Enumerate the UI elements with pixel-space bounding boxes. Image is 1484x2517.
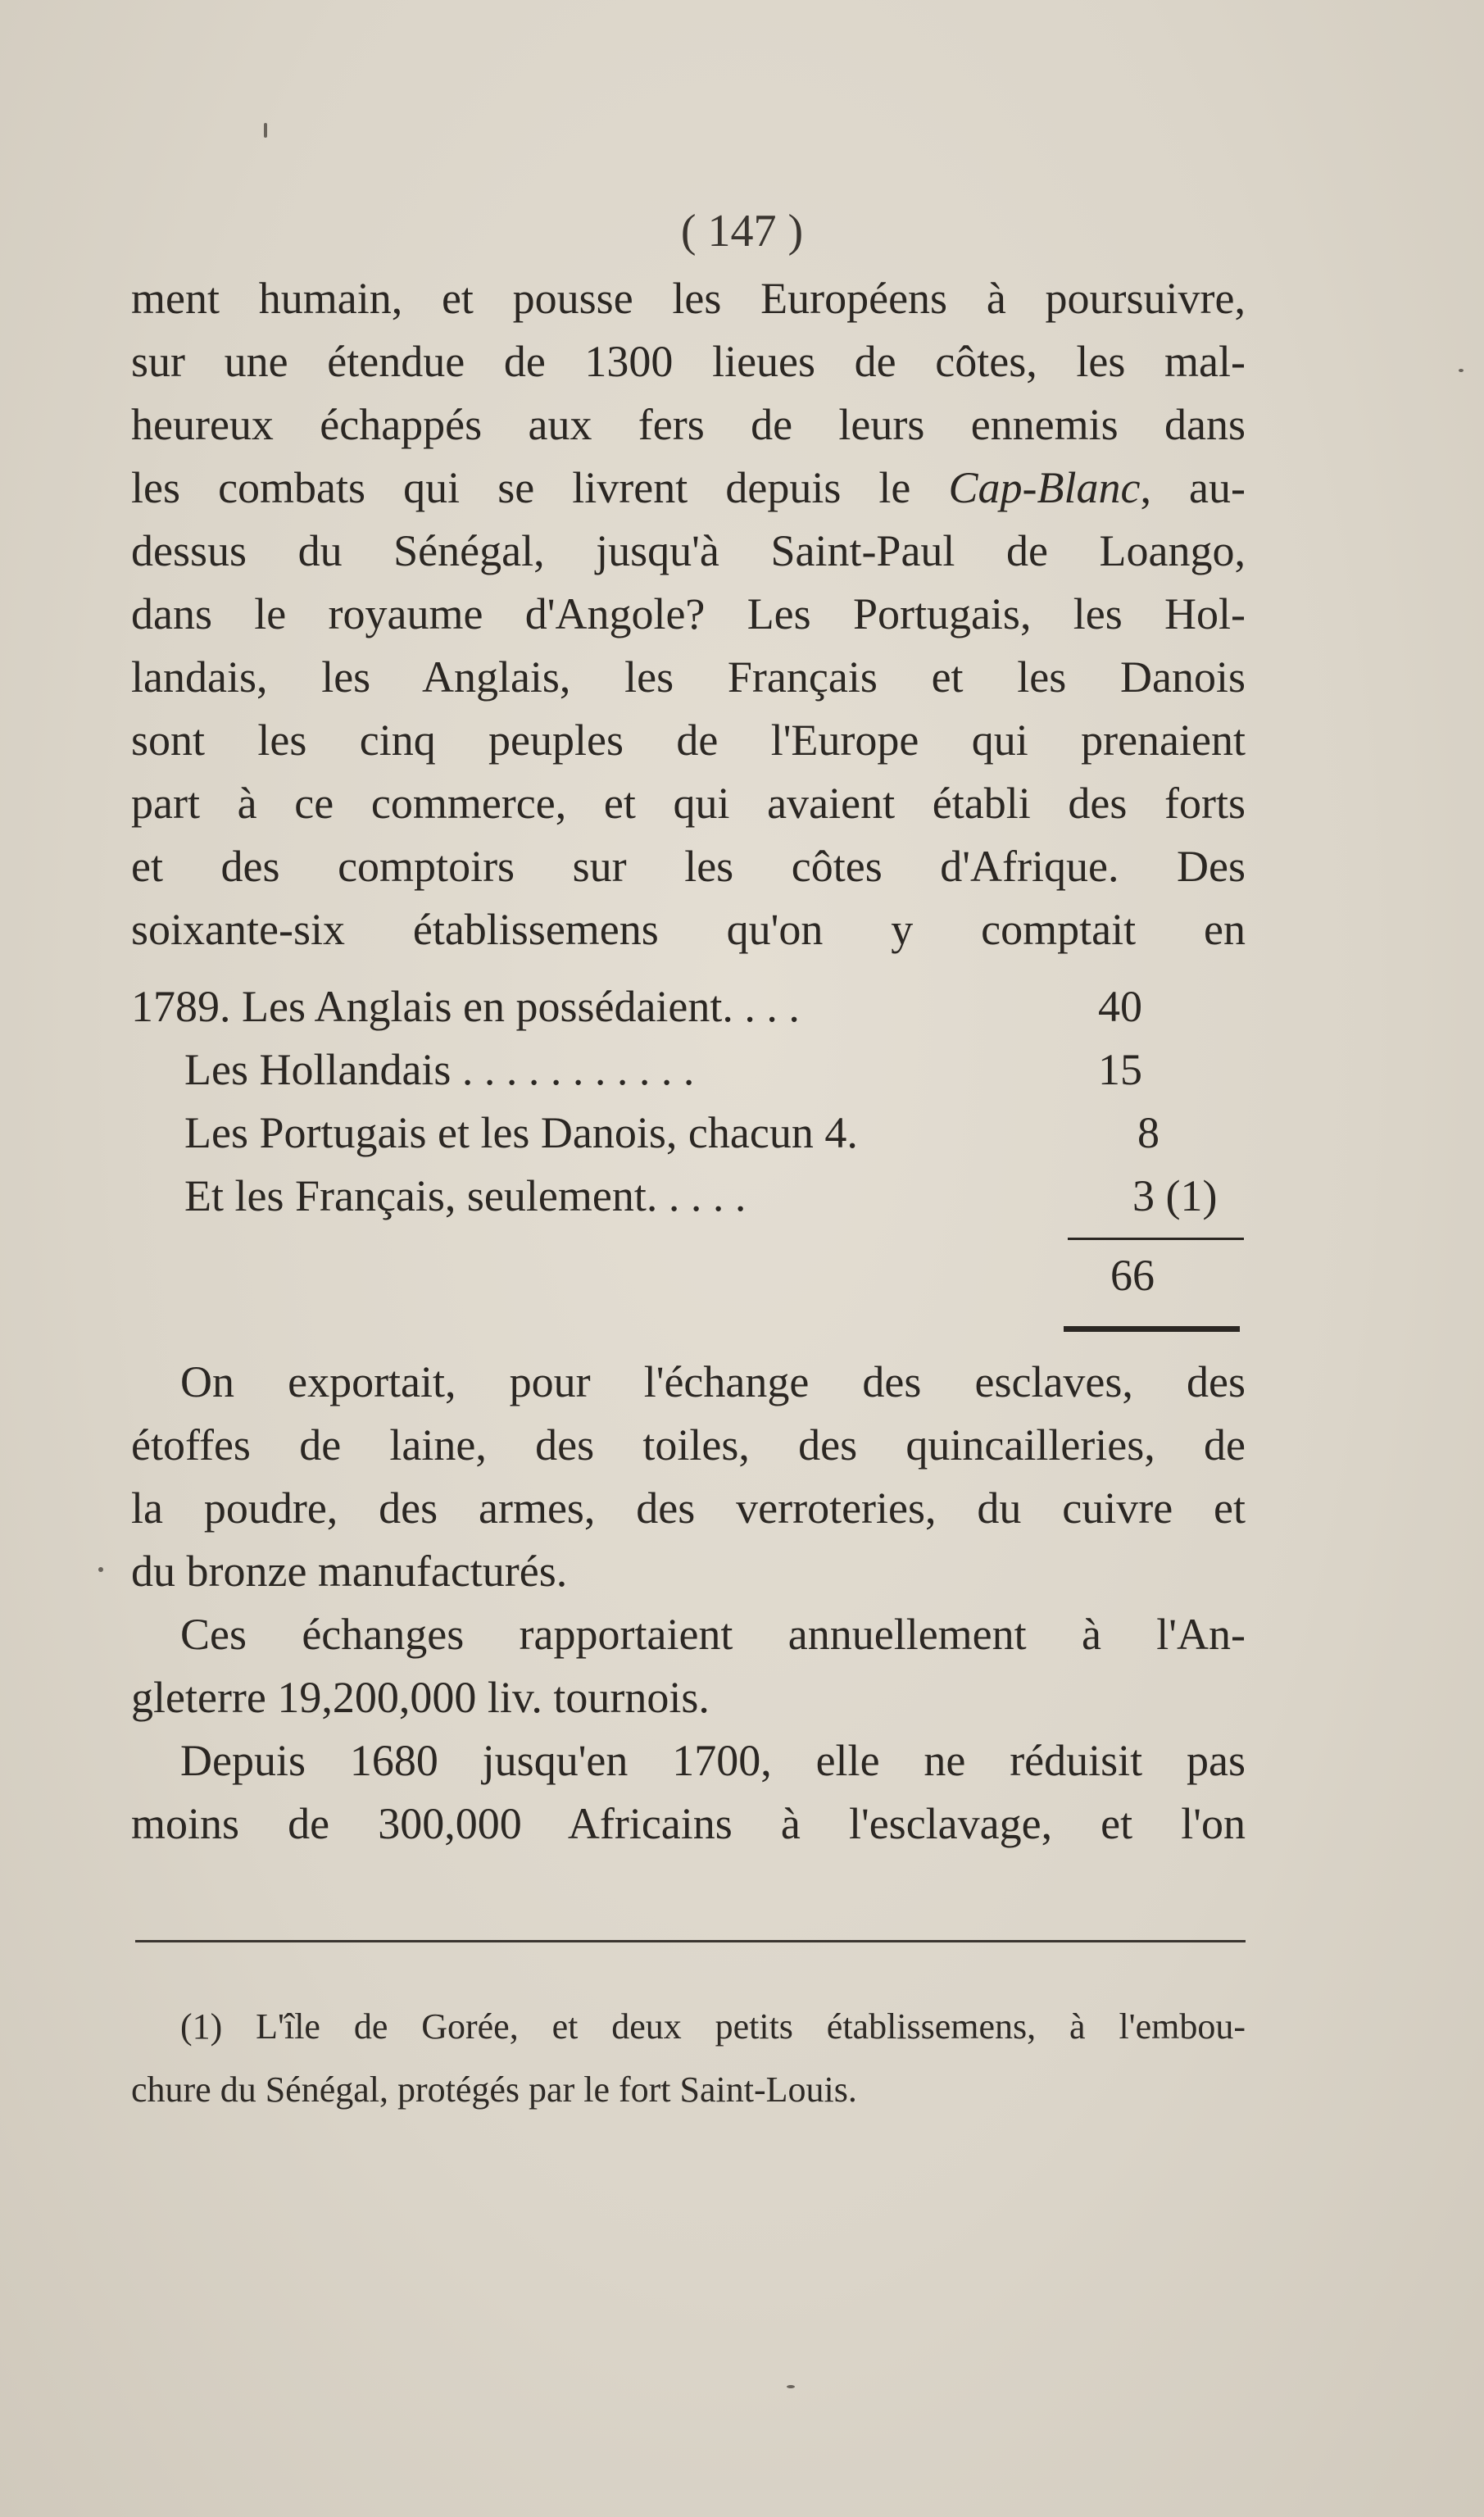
tally-total: 66 (1110, 1251, 1155, 1300)
text-line: la poudre, des armes, des verroteries, du cuivre et (131, 1483, 1246, 1533)
tally-label: Et les Français, seulement. . . . . (184, 1171, 747, 1220)
section-rule (1064, 1326, 1240, 1332)
tally-row (131, 1165, 1246, 1228)
text-line: dans le royaume d'Angole? Les Portugais, les Hol- (131, 589, 1246, 638)
tally-row (131, 1102, 1246, 1165)
ink-speck (264, 123, 267, 138)
ink-speck (1459, 369, 1464, 372)
tally-row (131, 975, 1246, 1038)
text-fragment: les combats qui se livrent depuis le (131, 463, 911, 512)
text-line: Depuis 1680 jusqu'en 1700, elle ne réduisit pas (180, 1736, 1246, 1785)
tally-value: 3 (1) (1132, 1171, 1218, 1220)
establishments-tally (131, 975, 1246, 1228)
text-line: Ces échanges rapportaient annuellement à l'An- (180, 1610, 1246, 1659)
footnote-rule (135, 1940, 1246, 1942)
sum-rule (1068, 1238, 1244, 1240)
text-line: étoffes de laine, des toiles, des quincailleries, de (131, 1420, 1246, 1470)
text-line: et des comptoirs sur les côtes d'Afrique. Des (131, 842, 1246, 891)
paragraph-1 (131, 267, 1246, 961)
text-line: heureux échappés aux fers de leurs ennemis dans (131, 400, 1246, 449)
ink-speck (98, 1567, 103, 1572)
tally-row (131, 1038, 1246, 1102)
footnote-line: chure du Sénégal, protégés par le fort Saint-Louis. (131, 2069, 857, 2110)
ink-speck (787, 2385, 795, 2388)
text-line: moins de 300,000 Africains à l'esclavage, et l'on (131, 1799, 1246, 1848)
text-line: sur une étendue de 1300 lieues de côtes, les mal- (131, 337, 1246, 386)
text-line: soixante-six établissemens qu'on y comptait en (131, 905, 1246, 954)
page-number: ( 147 ) (680, 206, 804, 257)
place-name-italic: Cap-Blanc (948, 463, 1141, 512)
tally-label: Les Hollandais . . . . . . . . . . . (184, 1045, 695, 1094)
tally-value: 8 (1137, 1108, 1160, 1157)
tally-label: 1789. Les Anglais en possédaient. . . . (131, 982, 800, 1031)
footnote-line: (1) L'île de Gorée, et deux petits établissemens, à l'embou- (180, 2006, 1246, 2047)
tally-value: 40 (1098, 982, 1142, 1031)
text-line: ment humain, et pousse les Européens à poursuivre, (131, 274, 1246, 323)
tally-value: 15 (1098, 1045, 1142, 1094)
text-line: gleterre 19,200,000 liv. tournois. (131, 1673, 710, 1722)
text-line: du bronze manufacturés. (131, 1547, 568, 1596)
text-line: landais, les Anglais, les Français et les Danois (131, 652, 1246, 702)
text-line: dessus du Sénégal, jusqu'à Saint-Paul de Loango, (131, 526, 1246, 575)
text-line: part à ce commerce, et qui avaient établi des forts (131, 779, 1246, 828)
footnote (131, 2000, 1246, 2126)
tally-label: Les Portugais et les Danois, chacun 4. (184, 1108, 858, 1157)
text-line: On exportait, pour l'échange des esclaves, des (180, 1357, 1246, 1406)
text-line (131, 457, 1246, 520)
paragraphs-2-4 (131, 1351, 1246, 1856)
text-line: sont les cinq peuples de l'Europe qui prenaient (131, 716, 1246, 765)
text-fragment: , au- (1140, 463, 1246, 512)
